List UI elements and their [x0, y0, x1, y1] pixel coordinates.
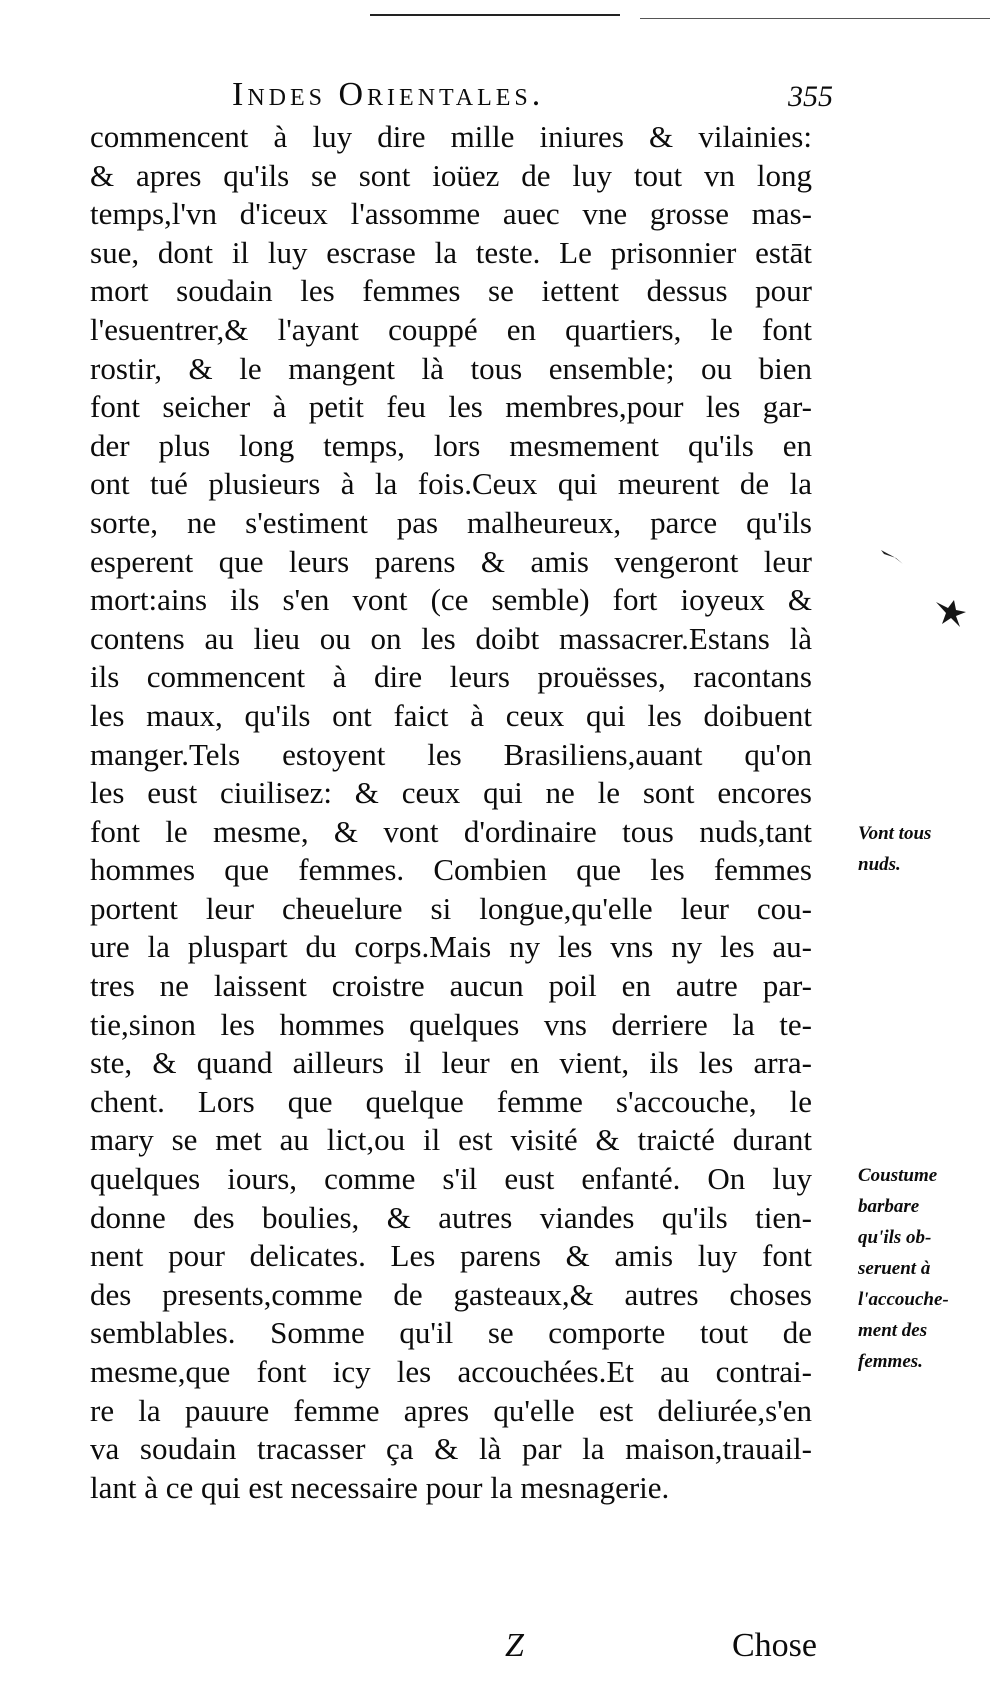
- text-line: mort:ains ils s'en vont (ce semble) fort ioyeux &: [90, 582, 812, 618]
- margin-note-couvade: [858, 1160, 998, 1377]
- text-line: rostir, & le mangent là tous ensemble; ou bien: [90, 350, 812, 386]
- text-line: chent. Lors que quelque femme s'accouche, le: [90, 1083, 812, 1119]
- margin-note-line: barbare: [858, 1196, 920, 1217]
- text-line: mesme,que font icy les accouchées.Et au contrai-: [90, 1354, 812, 1389]
- top-rule: [370, 14, 620, 16]
- text-line: ure la pluspart du corps.Mais ny les vns ny les au-: [90, 929, 812, 965]
- margin-note-line: femmes.: [858, 1351, 923, 1372]
- margin-note-line: qu'ils ob-: [858, 1227, 932, 1248]
- manicule-icon: [934, 598, 968, 628]
- text-line: mort soudain les femmes se iettent dessus pour: [90, 273, 812, 309]
- text-line: commencent à luy dire mille iniures & vilainies:: [90, 119, 812, 154]
- margin-note-line: l'accouche-: [858, 1289, 949, 1310]
- ink-mark-icon: [880, 548, 904, 566]
- text-line: contens au lieu ou on les doibt massacrer.Estans là: [90, 620, 812, 656]
- text-line: manger.Tels estoyent les Brasiliens,auant qu'on: [90, 736, 812, 772]
- margin-note-line: seruent à: [858, 1258, 931, 1279]
- text-line: hommes que femmes. Combien que les femmes: [90, 852, 812, 888]
- text-line: lant à ce qui est necessaire pour la mesnagerie.: [90, 1469, 670, 1505]
- text-line: temps,l'vn d'iceux l'assomme auec vne grosse mas-: [90, 196, 812, 232]
- margin-note-line: ment des: [858, 1320, 928, 1341]
- text-line: des presents,comme de gasteaux,& autres choses: [90, 1276, 812, 1312]
- text-line: esperent que leurs parens & amis vengeront leur: [90, 543, 812, 579]
- text-line: font le mesme, & vont d'ordinaire tous nuds,tant: [90, 813, 812, 849]
- page-number: 355: [788, 80, 833, 113]
- text-line: re la pauure femme apres qu'elle est deliurée,s'en: [90, 1392, 812, 1428]
- margin-note-line: nuds.: [858, 854, 901, 875]
- text-line: tres ne laissent croistre aucun poil en autre par-: [90, 968, 812, 1004]
- text-line: der plus long temps, lors mesmement qu'ils en: [90, 427, 812, 463]
- text-line: les eust ciuilisez: & ceux qui ne le sont encores: [90, 775, 812, 811]
- text-line: font seicher à petit feu les membres,pour les gar-: [90, 389, 812, 425]
- margin-note-nudity: [858, 818, 998, 880]
- text-line: mary se met au lict,ou il est visité & traicté durant: [90, 1122, 812, 1158]
- text-line: & apres qu'ils se sont ioüez de luy tout vn long: [90, 157, 812, 193]
- text-line: ont tué plusieurs à la fois.Ceux qui meurent de la: [90, 466, 812, 502]
- catchword: Chose: [732, 1627, 817, 1664]
- text-line: portent leur cheuelure si longue,qu'elle leur cou-: [90, 890, 812, 926]
- margin-note-line: Coustume: [858, 1165, 938, 1186]
- text-line: quelques iours, comme s'il eust enfanté. On luy: [90, 1161, 812, 1197]
- top-rule-thin: [640, 18, 990, 19]
- text-line: va soudain tracasser ça & là par la maison,trauail-: [90, 1431, 812, 1467]
- text-line: tie,sinon les hommes quelques vns derriere la te-: [90, 1006, 812, 1042]
- text-line: les maux, qu'ils ont faict à ceux qui les doibuent: [90, 697, 812, 733]
- text-line: ste, & quand ailleurs il leur en vient, ils les arra-: [90, 1045, 812, 1081]
- text-line: nent pour delicates. Les parens & amis luy font: [90, 1238, 812, 1274]
- body-text: [90, 118, 812, 1507]
- signature-mark: Z: [505, 1627, 524, 1664]
- text-line: sorte, ne s'estiment pas malheureux, parce qu'ils: [90, 504, 812, 540]
- text-line: l'esuentrer,& l'ayant couppé en quartiers, le font: [90, 311, 812, 347]
- margin-note-line: Vont tous: [858, 823, 932, 844]
- text-line: semblables. Somme qu'il se comporte tout de: [90, 1315, 812, 1351]
- text-line: donne des boulies, & autres viandes qu'ils tien-: [90, 1199, 812, 1235]
- running-head: Indes Orientales.: [232, 76, 545, 113]
- text-line: sue, dont il luy escrase la teste. Le prisonnier estāt: [90, 234, 812, 270]
- text-line: ils commencent à dire leurs prouësses, racontans: [90, 659, 812, 695]
